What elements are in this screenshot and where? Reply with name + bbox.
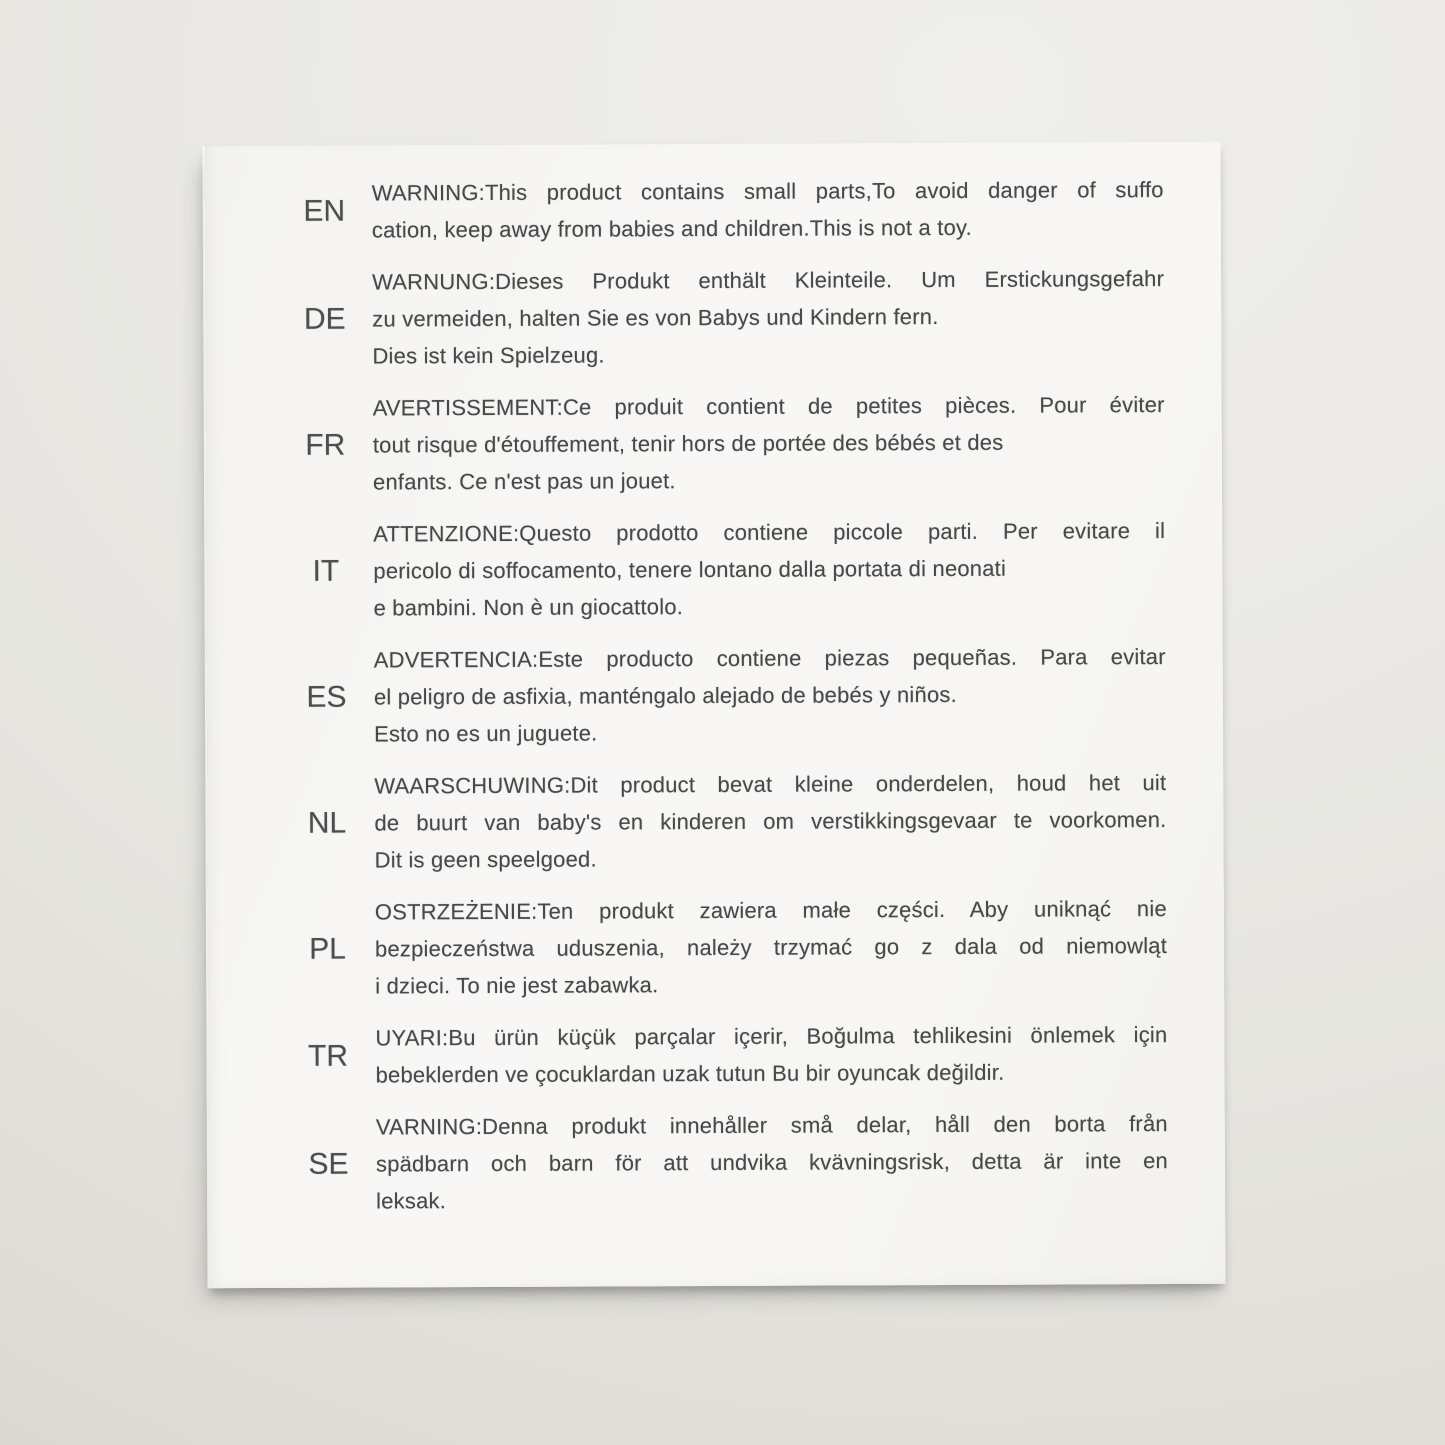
warning-line: VARNING:Denna produkt innehåller små delar, håll den borta från <box>375 1111 1168 1140</box>
warning-line: Dies ist kein Spielzeug. <box>372 342 605 369</box>
warning-label-sheet <box>205 142 1226 1288</box>
warning-line: Esto no es un juguete. <box>374 720 598 747</box>
language-code-fr: FR <box>305 428 346 462</box>
warning-line: WARNING:This product contains small parts,To avoid danger of suffo <box>371 177 1164 206</box>
warning-line: cation, keep away from babies and children.This is not a toy. <box>371 214 972 243</box>
warning-section-de <box>277 260 1164 375</box>
language-code-pl: PL <box>309 932 346 966</box>
warning-line: zu vermeiden, halten Sie es von Babys und Kindern fern. <box>372 304 939 332</box>
warning-text-se <box>376 1105 1168 1219</box>
language-code-de: DE <box>303 302 346 336</box>
language-code-es: ES <box>306 680 347 714</box>
warning-text-tr <box>375 1016 1167 1093</box>
warning-line: de buurt van baby's en kinderen om verstikkingsgevaar te voorkomen. <box>374 807 1167 836</box>
warning-line: bebeklerden ve çocuklardan uzak tutun Bu bir oyuncak değildir. <box>375 1059 1005 1088</box>
language-code-nl: NL <box>307 806 347 840</box>
warning-section-nl <box>279 764 1166 879</box>
language-code-en: EN <box>303 194 346 228</box>
warning-line: pericolo di soffocamento, tenere lontano dalla portata di neonati <box>373 555 1007 584</box>
warning-line: bezpieczeństwa uduszenia, należy trzymać go z dala od niemowląt <box>374 933 1168 962</box>
warning-section-pl <box>280 890 1167 1005</box>
warning-line: UYARI:Bu ürün küçük parçalar içerir, Boğulma tehlikesini önlemek için <box>375 1022 1168 1051</box>
warning-line: leksak. <box>376 1188 447 1214</box>
warning-line: ATTENZIONE:Questo prodotto contiene piccole parti. Per evitare il <box>373 518 1166 547</box>
language-code-tr: TR <box>307 1039 349 1073</box>
warning-text-en <box>372 171 1164 248</box>
warning-label-content <box>205 142 1226 1220</box>
warning-line: enfants. Ce n'est pas un jouet. <box>372 468 676 495</box>
warning-line: ADVERTENCIA:Este producto contiene piezas pequeñas. Para evitar <box>373 644 1166 673</box>
language-code-it: IT <box>312 554 340 588</box>
warning-line: e bambini. Non è un giocattolo. <box>373 594 684 621</box>
warning-section-fr <box>278 386 1165 501</box>
warning-line: Dit is geen speelgoed. <box>374 846 597 873</box>
warning-text-it <box>373 512 1165 626</box>
language-code-se: SE <box>308 1147 349 1181</box>
warning-line: WAARSCHUWING:Dit product bevat kleine onderdelen, houd het uit <box>374 770 1167 799</box>
warning-line: OSTRZEŻENIE:Ten produkt zawiera małe części. Aby uniknąć nie <box>374 896 1167 925</box>
warning-text-fr <box>373 386 1165 500</box>
warning-line: AVERTISSEMENT:Ce produit contient de petites pièces. Pour éviter <box>372 392 1165 421</box>
warning-line: tout risque d'étouffement, tenir hors de portée des bébés et des <box>372 429 1004 458</box>
warning-line: WARNUNG:Dieses Produkt enthält Kleinteile. Um Erstickungsgefahr <box>372 266 1165 295</box>
warning-text-nl <box>374 764 1166 878</box>
warning-section-tr <box>280 1016 1167 1094</box>
warning-section-se <box>281 1105 1168 1220</box>
warning-section-it <box>278 512 1165 627</box>
warning-section-en <box>277 171 1164 249</box>
warning-text-es <box>374 638 1166 752</box>
warning-line: el peligro de asfixia, manténgalo alejado de bebés y niños. <box>373 681 957 710</box>
warning-line: i dzieci. To nie jest zabawka. <box>375 972 659 999</box>
warning-line: spädbarn och barn för att undvika kvävningsrisk, detta är inte en <box>375 1148 1169 1177</box>
warning-section-es <box>279 638 1166 753</box>
warning-text-pl <box>375 890 1167 1004</box>
warning-text-de <box>372 260 1164 374</box>
